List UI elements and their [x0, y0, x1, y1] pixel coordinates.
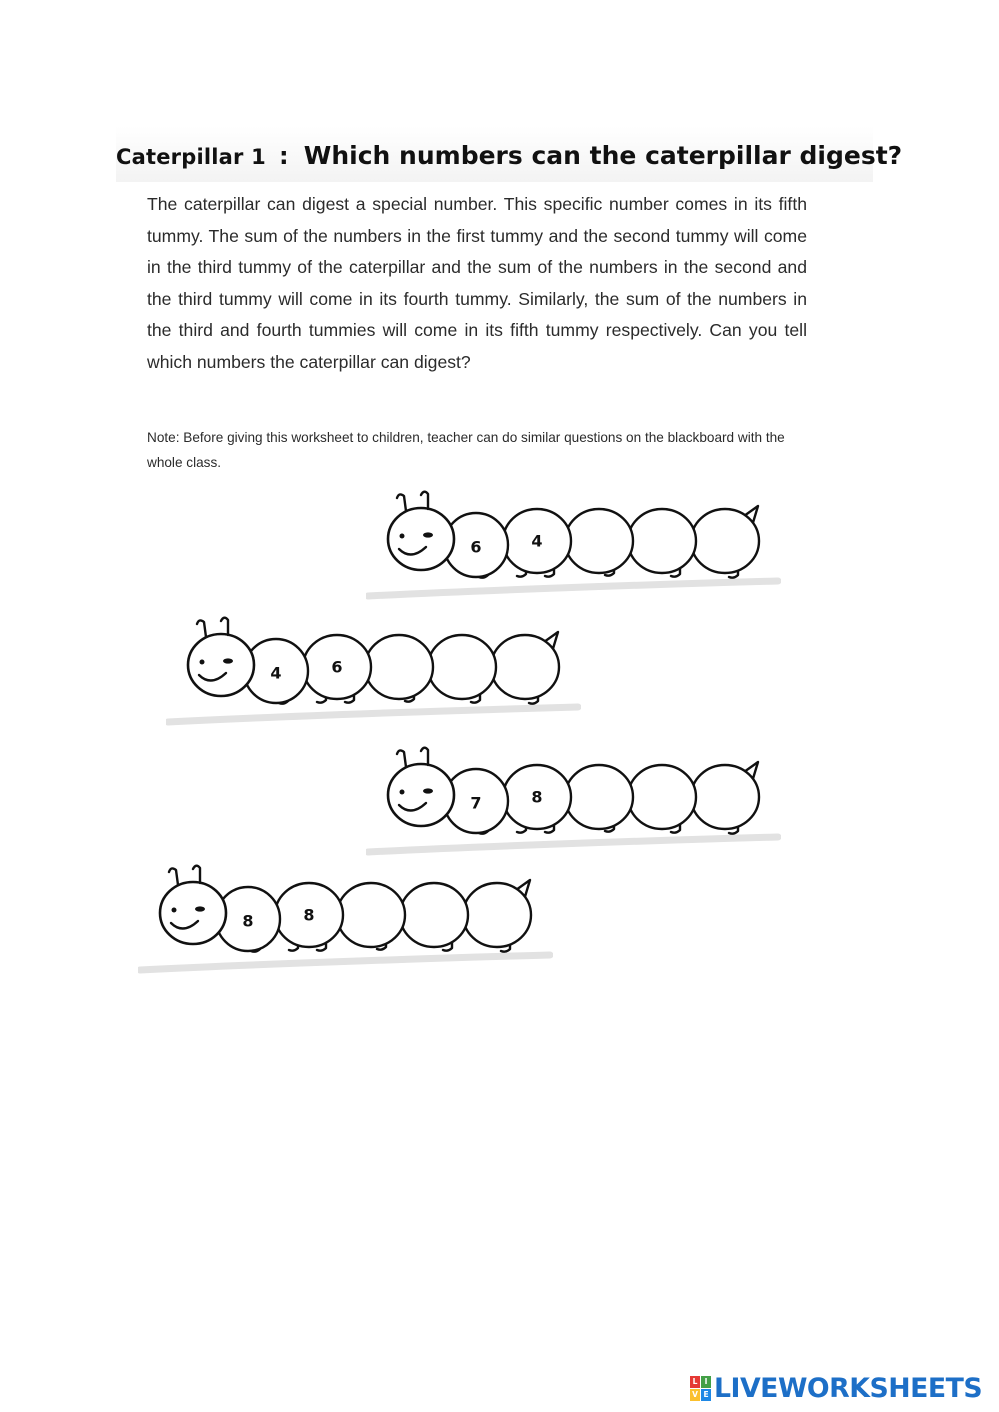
antenna — [197, 620, 206, 637]
body-segment — [691, 509, 759, 573]
body-segment — [365, 635, 433, 699]
ground-shadow — [140, 955, 550, 970]
caterpillar-drawing — [138, 860, 553, 980]
ground-shadow — [368, 837, 778, 852]
body-segment — [491, 635, 559, 699]
liveworksheets-logo — [690, 1371, 985, 1405]
caterpillar-drawing — [166, 612, 581, 732]
antenna — [397, 750, 406, 767]
eye — [400, 790, 405, 795]
body-segment — [463, 883, 531, 947]
antenna — [421, 492, 428, 509]
tummy-number: 6 — [331, 657, 343, 677]
caterpillar-drawing — [366, 742, 781, 862]
caterpillar-3 — [366, 742, 781, 862]
antenna — [193, 866, 200, 883]
tummy-number: 8 — [531, 787, 543, 807]
eye — [200, 660, 205, 665]
eye — [400, 534, 405, 539]
logo-letter: V — [690, 1389, 700, 1401]
ground-shadow — [368, 581, 778, 596]
tummy-number: 4 — [531, 531, 543, 551]
title-question: Which numbers can the caterpillar digest? — [303, 141, 903, 170]
eye — [195, 906, 205, 911]
teacher-note: Note: Before giving this worksheet to children, teacher can do similar questions on the blackboard with the whole class. — [147, 430, 785, 470]
eye — [223, 658, 233, 663]
ground-shadow — [168, 707, 578, 722]
head — [388, 508, 454, 570]
tummy-number: 8 — [242, 911, 254, 931]
logo-letter: L — [690, 1376, 700, 1388]
head — [388, 764, 454, 826]
title-separator: : — [279, 142, 289, 170]
head — [188, 634, 254, 696]
eye — [172, 908, 177, 913]
body-segment — [337, 883, 405, 947]
body-segment — [400, 883, 468, 947]
antenna — [169, 868, 178, 885]
caterpillar-2 — [166, 612, 581, 732]
logo-wordmark: LIVEWORKSHEETS — [714, 1372, 983, 1404]
caterpillar-4 — [138, 860, 553, 980]
tummy-number: 7 — [470, 793, 482, 813]
body-segment — [565, 509, 633, 573]
logo-mark — [690, 1376, 711, 1401]
antenna — [421, 748, 428, 765]
caterpillar-1 — [366, 486, 781, 606]
logo-letter: I — [701, 1376, 711, 1388]
body-segment — [428, 635, 496, 699]
head — [160, 882, 226, 944]
logo-letter: E — [701, 1389, 711, 1401]
tummy-number: 4 — [270, 663, 282, 683]
antenna — [221, 618, 228, 635]
eye — [423, 532, 433, 537]
tummy-number: 8 — [303, 905, 315, 925]
body-segment — [565, 765, 633, 829]
tummy-number: 6 — [470, 537, 482, 557]
title-prefix: Caterpillar 1 — [116, 145, 266, 169]
caterpillar-drawing — [366, 486, 781, 606]
body-segment — [628, 765, 696, 829]
body-segment — [628, 509, 696, 573]
eye — [423, 788, 433, 793]
body-segment — [691, 765, 759, 829]
antenna — [397, 494, 406, 511]
problem-statement: The caterpillar can digest a special number. This specific number comes in its fifth tummy. The sum of the numbers in the first tummy and the second tummy will come in the third tummy of the caterpillar and the sum of the numbers in the second and the third tummy will come in its fourth tummy. Similarly, the sum of the numbers in the third and fourth tummies will come in its fifth tummy respectively. Can you tell which numbers the caterpillar can digest? — [147, 194, 807, 372]
page-title — [116, 133, 903, 173]
